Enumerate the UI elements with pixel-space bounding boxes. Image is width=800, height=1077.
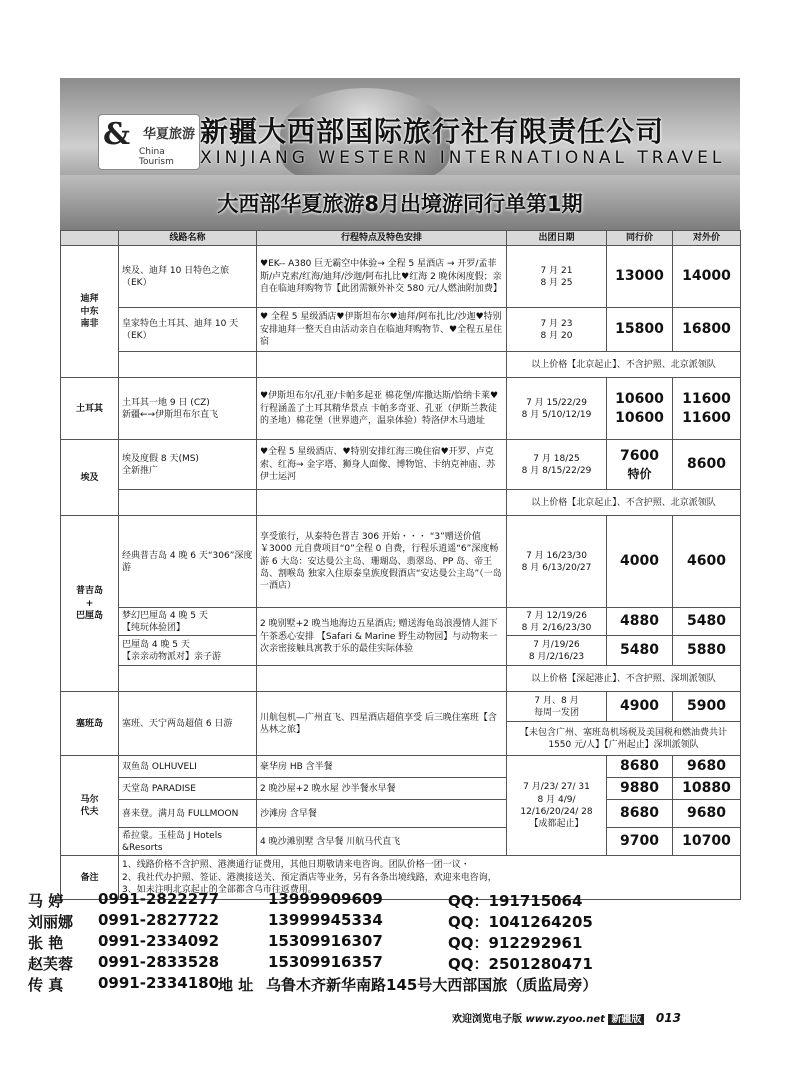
region-cell: 普吉岛 + 巴厘岛 (61, 516, 119, 692)
route-title: 梦幻巴厘岛 4 晚 5 天 (122, 610, 208, 621)
route-features: 2 晚别墅+2 晚当地海边五星酒店; 赠送海龟岛浪漫情人涯下午茶悉心安排 【Safari & Marine 野生动物园】与动物来一次亲密接触具寓教于乐的最佳实际体验 (257, 608, 507, 666)
departure-dates: 7 月、8 月 每周一发团 (507, 692, 607, 722)
route-title: 埃及度假 8 天(MS) (122, 453, 199, 464)
route-title: 巴厘岛 4 晚 5 天 (122, 639, 190, 650)
logo-mark-icon: & (103, 117, 131, 152)
logo-cn-text: 华夏旅游 (143, 127, 196, 142)
address-label: 地 址 (218, 976, 254, 994)
table-row (61, 828, 741, 856)
retail-price: 16800 (673, 308, 741, 352)
edition-badge: 新疆版 (608, 1014, 644, 1025)
contact-mobile: 15309916357 (268, 953, 383, 971)
company-name-en: XINJIANG WESTERN INTERNATIONAL TRAVEL (200, 148, 726, 168)
fax-number: 0991-2334180 (98, 974, 220, 992)
route-subtitle: 新疆←→伊斯坦布尔直飞 (122, 409, 219, 420)
header-banner (60, 78, 740, 230)
route-title: 土耳其一地 9 日 (CZ) (122, 397, 210, 408)
notes-text: 1、线路价格不含护照、港澳通行证费用，其他日期敬请来电咨询。团队价格一团一议・ 2、我社代办护照、签证、港澳接送关、预定酒店等业务，另有各条出境线路，欢迎来电咨询， 3、如未注明北京起止的全部都含乌市往返费用。 (119, 856, 741, 900)
page-footer (452, 1010, 681, 1025)
contact-mobile: 15309916307 (268, 932, 383, 950)
flyer-title: 大西部华夏旅游8月出境游同行单第1期 (217, 192, 583, 216)
peer-price: 4000 (607, 516, 673, 608)
contact-row (28, 932, 738, 953)
route-name: 经典普吉岛 4 晚 6 天“306”深度游 (119, 516, 257, 608)
retail-price-1: 11600 (682, 390, 731, 407)
region-cell: 马尔 代夫 (61, 756, 119, 856)
route-features: 沙滩房 含早餐 (257, 800, 507, 828)
contact-row (28, 911, 738, 932)
contact-name: 马 婷 (28, 892, 64, 910)
retail-price: 5880 (673, 636, 741, 666)
region-cell: 塞班岛 (61, 692, 119, 756)
retail-price: 9680 (673, 756, 741, 778)
peer-price-1: 10600 (615, 390, 664, 407)
route-name: 双鱼岛 OLHUVELI (119, 756, 257, 778)
header-cell: 行程特点及特色安排 (257, 231, 507, 246)
address-text: 乌鲁木齐新华南路145号大西部国旅（质监局旁） (266, 976, 598, 994)
logo-en-text: China Tourism (139, 147, 174, 167)
retail-price: 10880 (673, 778, 741, 800)
tour-price-table (60, 230, 741, 900)
retail-price: 9680 (673, 800, 741, 828)
retail-price: 5900 (673, 692, 741, 722)
price-note: 以上价格【北京起止】、不含护照、北京派领队 (507, 352, 741, 378)
table-row (61, 692, 741, 722)
route-name: 塞班、天宁两岛超值 6 日游 (119, 692, 257, 756)
contact-name: 张 艳 (28, 934, 64, 952)
departure-dates: 7 月 16/23/30 8 月 6/13/20/27 (507, 516, 607, 608)
header-cell: 线路名称 (119, 231, 257, 246)
header-cell: 出团日期 (507, 231, 607, 246)
peer-price: 8680 (607, 756, 673, 778)
fax-address-row (28, 974, 738, 995)
contact-mobile: 13999909609 (268, 890, 383, 908)
route-features: ♥EK-- A380 巨无霸空中体验→ 全程 5 星酒店 → 开罗/孟菲斯/卢克索/红海/迪拜/沙迦/阿布扎比♥红海 2 晚休闲度假；亲自在临迪拜购物节【此团需额外补交 580 元/人燃油附加费】 (257, 246, 507, 308)
retail-price: 5480 (673, 608, 741, 636)
region-cell: 备注 (61, 856, 119, 900)
contact-tel: 0991-2827722 (98, 911, 220, 929)
contact-qq: QQ：1041264205 (448, 913, 593, 931)
retail-price-2: 11600 (682, 409, 731, 426)
peer-price: 4880 (607, 608, 673, 636)
route-name (119, 440, 257, 490)
price-note: 【未包含广州、塞班岛机场税及美国税和燃油费共计 1550 元/人】【广州起止】深圳派领队 (507, 722, 741, 756)
price-note: 以上价格【深起港止】、不含护照、深圳派领队 (507, 666, 741, 692)
retail-price: 14000 (673, 246, 741, 308)
peer-price: 8680 (607, 800, 673, 828)
peer-price: 4900 (607, 692, 673, 722)
peer-price (607, 440, 673, 490)
route-features: ♥ 全程 5 星级酒店♥伊斯坦布尔♥迪拜/阿布扎比/沙迦♥特别安排迪拜一整天自由活动亲自在临迪拜购物节、♥全程五星住宿 (257, 308, 507, 352)
table-row (61, 378, 741, 440)
route-features: ♥伊斯坦布尔/孔亚/卡帕多起亚 棉花堡/库撒达斯/恰纳卡莱♥行程涵盖了土耳其精华景点 卡帕多奇亚、孔亚（伊斯兰教徒的圣地）棉花堡（世界遗产，温泉体验）特洛伊木马遗址 (257, 378, 507, 440)
retail-price: 8600 (673, 440, 741, 490)
peer-price: 15800 (607, 308, 673, 352)
contact-mobile: 13999945334 (268, 911, 383, 929)
table-row (61, 608, 741, 636)
contact-qq: QQ：912292961 (448, 934, 583, 952)
china-tourism-logo (98, 114, 200, 170)
table-row (61, 666, 741, 692)
peer-price-value: 7600 (620, 448, 659, 465)
contact-row (28, 890, 738, 911)
departure-dates: 7 月/19/26 8 月/2/16/23 (507, 636, 607, 666)
departure-dates: 7 月 18/25 8 月 8/15/22/29 (507, 440, 607, 490)
table-row (61, 308, 741, 352)
route-features: 豪华房 HB 含半餐 (257, 756, 507, 778)
route-name (119, 636, 257, 666)
departure-dates: 7 月 12/19/26 8 月 2/16/23/30 (507, 608, 607, 636)
table-row (61, 246, 741, 308)
flyer-sheet (60, 78, 740, 998)
contact-tel: 0991-2822277 (98, 890, 220, 908)
peer-price-tag: 特价 (627, 466, 652, 481)
contact-name: 刘丽娜 (28, 913, 74, 931)
route-features: 2 晚沙屋+2 晚水屋 沙半餐水早餐 (257, 778, 507, 800)
peer-price: 13000 (607, 246, 673, 308)
departure-dates: 7 月 23 8 月 20 (507, 308, 607, 352)
route-subtitle: 【亲亲动物派对】亲子游 (122, 651, 222, 662)
peer-price: 9880 (607, 778, 673, 800)
retail-price: 4600 (673, 516, 741, 608)
footer-text: 欢迎浏览电子版 (452, 1014, 522, 1025)
table-row (61, 490, 741, 516)
table-row (61, 778, 741, 800)
route-features: 4 晚沙滩别墅 含早餐 川航马代直飞 (257, 828, 507, 856)
table-row (61, 440, 741, 490)
route-name: 喜来登。满月岛 FULLMOON (119, 800, 257, 828)
route-subtitle: 全新推广 (122, 465, 159, 476)
peer-price: 5480 (607, 636, 673, 666)
route-features: 享受旅行，从泰特色普吉 306 开始・・・ “3”赠送价值￥3000 元自费项目“0”全程 0 自费，行程乐逍遥“6”深度畅游 6 大岛：安达曼公主岛、珊瑚岛、翡翠岛、PP 岛、帝王岛、割喉岛 独家入住原泰皇族度假酒店“安达曼公主岛”（一岛一酒店） (257, 516, 507, 608)
table-row (61, 516, 741, 608)
contact-list (28, 890, 738, 995)
route-name (119, 608, 257, 636)
peer-price: 9700 (607, 828, 673, 856)
footer-url[interactable]: www.zyoo.net (525, 1014, 605, 1025)
price-note: 以上价格【北京起止】、不含护照、北京派领队 (507, 490, 741, 516)
header-cell: 同行价 (607, 231, 673, 246)
region-cell: 迪拜 中东 南非 (61, 246, 119, 378)
contact-qq: QQ：2501280471 (448, 955, 593, 973)
contact-qq: QQ：191715064 (448, 892, 583, 910)
header-cell (61, 231, 119, 246)
contact-tel: 0991-2833528 (98, 953, 220, 971)
table-row (61, 800, 741, 828)
route-features: ♥全程 5 星级酒店、♥特别安排红海三晚住宿♥开罗、卢克索、红海→ 金字塔、狮身人面像、博物馆、卡纳克神庙、苏伊士运河 (257, 440, 507, 490)
contact-name: 赵芙蓉 (28, 955, 74, 973)
departure-dates: 7 月/23/ 27/ 31 8 月 4/9/ 12/16/20/24/ 28 【成都起止】 (507, 756, 607, 856)
route-name (119, 378, 257, 440)
table-row (61, 352, 741, 378)
table-header-row (61, 231, 741, 246)
route-name: 埃及、迪拜 10 日特色之旅（EK） (119, 246, 257, 308)
retail-price: 10700 (673, 828, 741, 856)
header-cell: 对外价 (673, 231, 741, 246)
route-name: 皇家特色土耳其、迪拜 10 天（EK） (119, 308, 257, 352)
region-cell: 埃及 (61, 440, 119, 516)
region-cell: 土耳其 (61, 378, 119, 440)
contact-row (28, 953, 738, 974)
route-features: 川航包机—广州直飞、四星酒店超值享受 后三晚住塞班【含丛林之旅】 (257, 692, 507, 756)
retail-price (673, 378, 741, 440)
route-name: 希拉蒙。玉桂岛 J Hotels &Resorts (119, 828, 257, 856)
peer-price-2: 10600 (615, 409, 664, 426)
departure-dates: 7 月 15/22/29 8 月 5/10/12/19 (507, 378, 607, 440)
table-row (61, 756, 741, 778)
contact-tel: 0991-2334092 (98, 932, 220, 950)
departure-dates: 7 月 21 8 月 25 (507, 246, 607, 308)
route-subtitle: 【纯玩体验团】 (122, 622, 186, 633)
fax-label: 传 真 (28, 976, 64, 994)
route-name: 天堂岛 PARADISE (119, 778, 257, 800)
company-name-cn: 新疆大西部国际旅行社有限责任公司 (200, 115, 665, 148)
peer-price (607, 378, 673, 440)
page-number: 013 (655, 1011, 681, 1025)
